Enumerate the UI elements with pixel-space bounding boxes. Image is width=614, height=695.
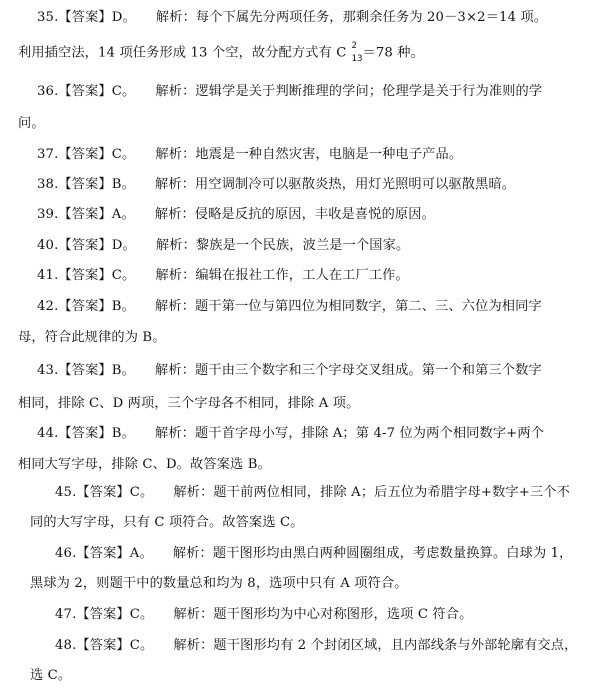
- item-44-line-2: 相同大写字母，排除 C、D。故答案选 B。: [18, 457, 271, 472]
- item-42-line-1: 42.【答案】B。 解析：题干第一位与第四位为相同数字，第二、三、六位为相同字: [37, 299, 542, 314]
- item-48-line-2: 选 C。: [30, 668, 72, 683]
- item-40-line-1: 40.【答案】D。 解析：黎族是一个民族，波兰是一个国家。: [37, 238, 410, 253]
- item-46-line-1: 46.【答案】A。 解析：题干图形均由黑白两种圆圈组成，考虑数量换算。白球为 1，: [55, 546, 573, 561]
- item-44-line-1: 44.【答案】B。 解析：题干首字母小写，排除 A；第 4-7 位为两个相同数字+两个: [37, 426, 545, 441]
- item-36-line-2: 问。: [18, 116, 45, 131]
- item-37-line-1: 37.【答案】C。 解析：地震是一种自然灾害，电脑是一种电子产品。: [37, 147, 463, 162]
- item-38-line-1: 38.【答案】B。 解析：用空调制冷可以驱散炎热，用灯光照明可以驱散黑暗。: [37, 177, 516, 192]
- item-42-line-2: 母，符合此规律的为 B。: [18, 330, 166, 345]
- item-39-line-1: 39.【答案】A。 解析：侵略是反抗的原因，丰收是喜悦的原因。: [37, 207, 435, 222]
- item-35-line-2-text: 利用插空法，14 项任务形成 13 个空，故分配方式有 C: [18, 45, 347, 61]
- item-48-line-1: 48.【答案】C。 解析：题干图形均有 2 个封闭区域，且内部线条与外部轮廓有交点，: [55, 638, 578, 653]
- item-47-line-1: 47.【答案】C。 解析：题干图形均为中心对称图形，选项 C 符合。: [55, 607, 473, 622]
- item-45-line-1: 45.【答案】C。 解析：题干前两位相同，排除 A；后五位为希腊字母+数字+三个不: [55, 485, 570, 500]
- item-36-line-1: 36.【答案】C。 解析：逻辑学是关于判断推理的学问；伦理学是关于行为准则的学: [37, 84, 543, 99]
- item-43-line-1: 43.【答案】B。 解析：题干由三个数字和三个字母交叉组成。第一个和第三个数字: [37, 363, 542, 378]
- item-43-line-2: 相同，排除 C、D 两项，三个字母各不相同，排除 A 项。: [18, 396, 360, 411]
- item-46-line-2: 黑球为 2，则题干中的数量总和均为 8，选项中只有 A 项符合。: [30, 576, 408, 591]
- combination-sub: 13: [351, 54, 363, 64]
- item-45-line-2: 同的大写字母，只有 C 项符合。故答案选 C。: [30, 515, 304, 530]
- combination-notation: [347, 41, 363, 64]
- item-35-line-2-tail: ＝78 种。: [362, 45, 424, 61]
- item-35-line-2: [18, 41, 424, 64]
- combination-sup: 2: [351, 41, 358, 51]
- item-35-line-1: 35.【答案】D。 解析：每个下属先分两项任务，那剩余任务为 20－3×2＝14 项。: [37, 10, 548, 25]
- item-41-line-1: 41.【答案】C。 解析：编辑在报社工作，工人在工厂工作。: [37, 268, 409, 283]
